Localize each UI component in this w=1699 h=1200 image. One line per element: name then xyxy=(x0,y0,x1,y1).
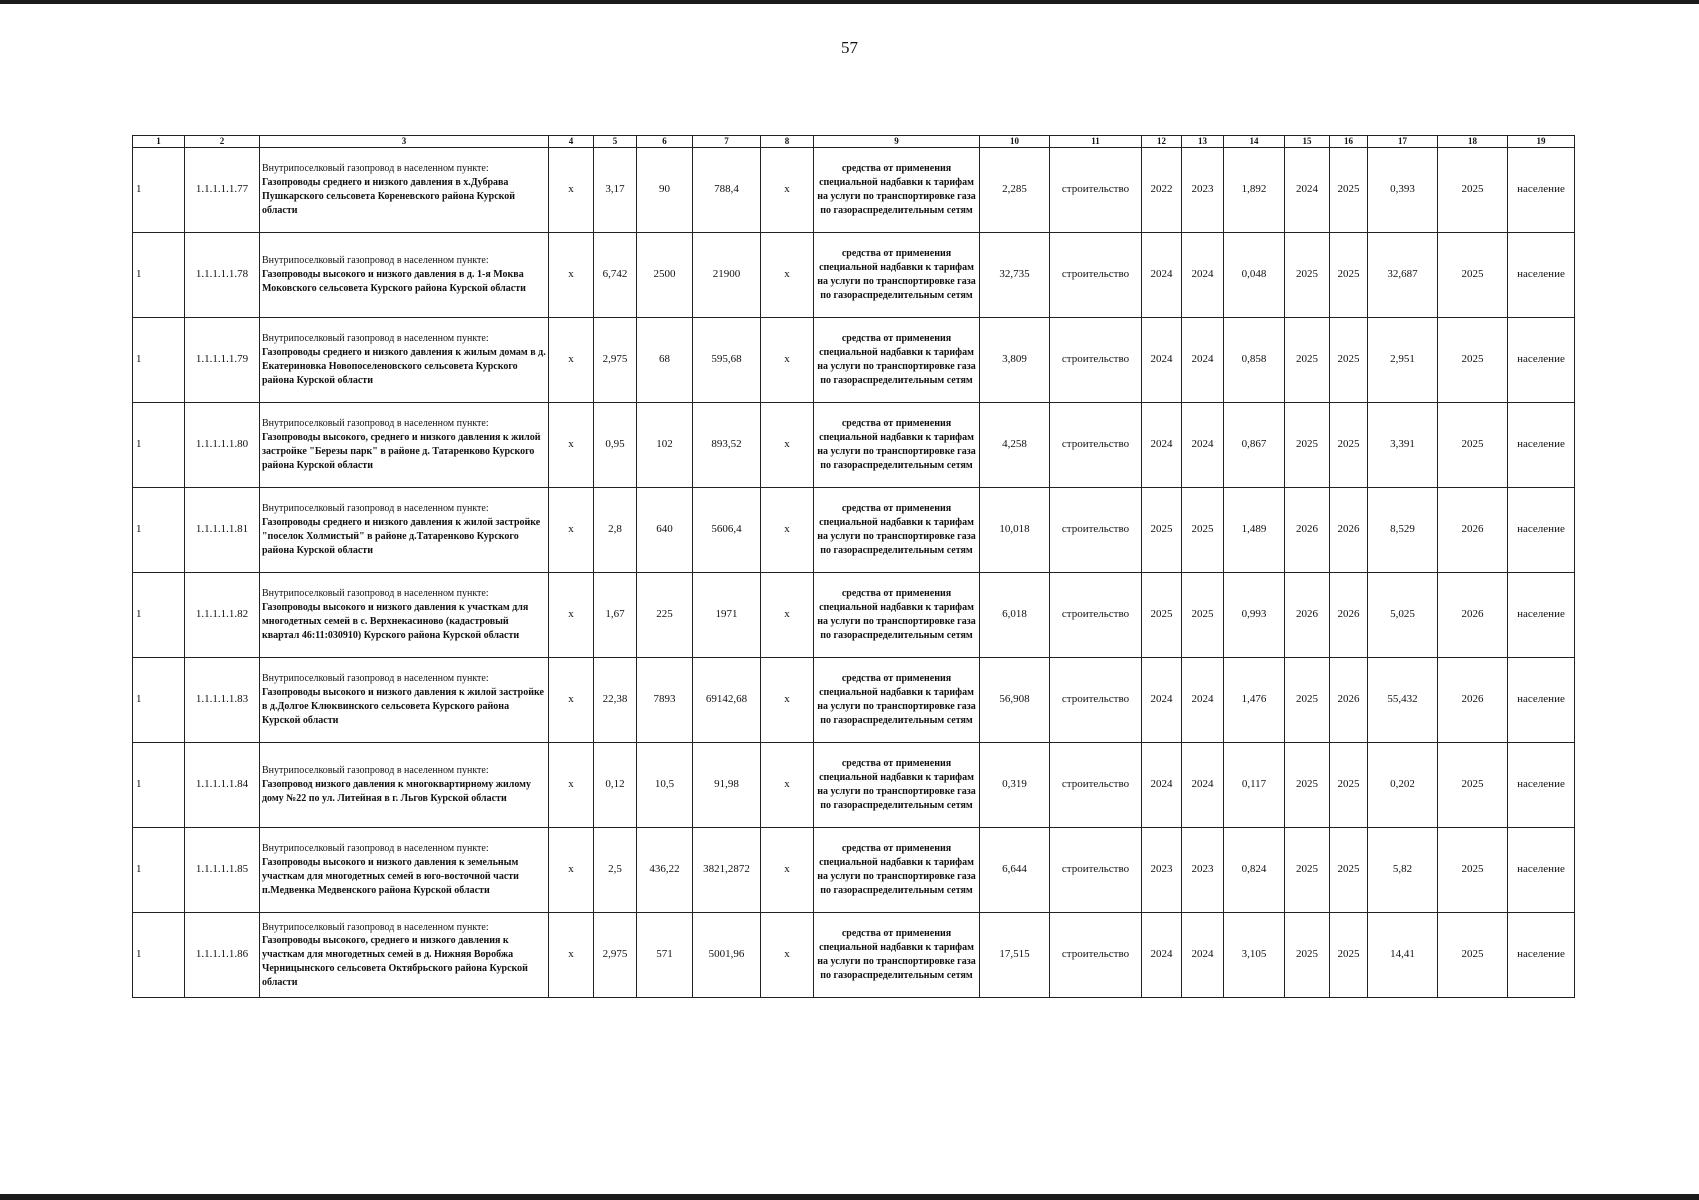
page-number: 57 xyxy=(841,38,858,57)
column-number-10: 10 xyxy=(980,136,1050,148)
row-index: 1 xyxy=(133,573,185,658)
build-start-year: 2025 xyxy=(1285,913,1330,998)
table-row xyxy=(133,403,1575,488)
cell-col-8: x xyxy=(761,573,814,658)
design-end-year: 2024 xyxy=(1182,913,1224,998)
cost-stage-2: 5,025 xyxy=(1368,573,1438,658)
design-end-year: 2023 xyxy=(1182,828,1224,913)
description-body: Газопроводы высокого и низкого давления к земельным участкам для многодетных семей в юго-восточной части п.Медвенка Медвенского района Курской области xyxy=(262,857,519,896)
cost-stage-1: 0,858 xyxy=(1224,318,1285,403)
design-end-year: 2025 xyxy=(1182,573,1224,658)
project-description xyxy=(260,828,549,913)
table-row xyxy=(133,488,1575,573)
funding-source: средства от применения специальной надбавки к тарифам на услуги по транспортировке газа по газораспределительным сетям xyxy=(814,828,980,913)
total-cost: 3,809 xyxy=(980,318,1050,403)
funding-source: средства от применения специальной надбавки к тарифам на услуги по транспортировке газа по газораспределительным сетям xyxy=(814,743,980,828)
cell-col-8: x xyxy=(761,913,814,998)
cost-stage-2: 32,687 xyxy=(1368,233,1438,318)
commissioning-year: 2025 xyxy=(1438,743,1508,828)
total-cost: 4,258 xyxy=(980,403,1050,488)
scan-edge-bottom xyxy=(0,1194,1699,1200)
start-year: 2024 xyxy=(1142,743,1182,828)
pipeline-length: 2,8 xyxy=(594,488,637,573)
row-index: 1 xyxy=(133,233,185,318)
description-body: Газопроводы среднего и низкого давления в х.Дубрава Пушкарского сельсовета Кореневского района Курской области xyxy=(262,177,516,216)
work-type: строительство xyxy=(1050,743,1142,828)
total-cost: 10,018 xyxy=(980,488,1050,573)
work-type: строительство xyxy=(1050,318,1142,403)
project-code: 1.1.1.1.1.79 xyxy=(185,318,260,403)
work-type: строительство xyxy=(1050,913,1142,998)
project-code: 1.1.1.1.1.85 xyxy=(185,828,260,913)
design-end-year: 2024 xyxy=(1182,743,1224,828)
cell-col-4: x xyxy=(549,148,594,233)
column-number-11: 11 xyxy=(1050,136,1142,148)
cell-col-8: x xyxy=(761,148,814,233)
pipeline-length: 6,742 xyxy=(594,233,637,318)
column-number-5: 5 xyxy=(594,136,637,148)
cell-col-6: 436,22 xyxy=(637,828,693,913)
cell-col-7: 21900 xyxy=(693,233,761,318)
build-start-year: 2025 xyxy=(1285,318,1330,403)
total-cost: 56,908 xyxy=(980,658,1050,743)
cell-col-6: 68 xyxy=(637,318,693,403)
column-number-9: 9 xyxy=(814,136,980,148)
cell-col-7: 5606,4 xyxy=(693,488,761,573)
cell-col-8: x xyxy=(761,488,814,573)
start-year: 2024 xyxy=(1142,913,1182,998)
cost-stage-1: 3,105 xyxy=(1224,913,1285,998)
cell-col-4: x xyxy=(549,828,594,913)
funding-source: средства от применения специальной надбавки к тарифам на услуги по транспортировке газа по газораспределительным сетям xyxy=(814,573,980,658)
cost-stage-1: 1,476 xyxy=(1224,658,1285,743)
description-prefix: Внутрипоселковый газопровод в населенном пункте: xyxy=(262,163,489,175)
build-end-year: 2026 xyxy=(1330,573,1368,658)
description-prefix: Внутрипоселковый газопровод в населенном пункте: xyxy=(262,418,489,430)
cell-col-6: 90 xyxy=(637,148,693,233)
cell-col-6: 640 xyxy=(637,488,693,573)
build-end-year: 2025 xyxy=(1330,148,1368,233)
start-year: 2022 xyxy=(1142,148,1182,233)
cell-col-7: 595,68 xyxy=(693,318,761,403)
column-number-3: 3 xyxy=(260,136,549,148)
description-body: Газопроводы высокого, среднего и низкого давления к жилой застройке "Березы парк" в районе д. Татаренково Курского района Курской области xyxy=(262,432,541,471)
cell-col-4: x xyxy=(549,233,594,318)
cell-col-8: x xyxy=(761,743,814,828)
row-index: 1 xyxy=(133,828,185,913)
description-prefix: Внутрипоселковый газопровод в населенном пункте: xyxy=(262,503,489,515)
row-index: 1 xyxy=(133,913,185,998)
table-row xyxy=(133,318,1575,403)
description-body: Газопроводы высокого и низкого давления к жилой застройке в д.Долгое Клюквинского сельсовета Курского района Курской области xyxy=(262,687,544,726)
project-description xyxy=(260,233,549,318)
funding-source: средства от применения специальной надбавки к тарифам на услуги по транспортировке газа по газораспределительным сетям xyxy=(814,658,980,743)
consumer-category: население xyxy=(1508,828,1575,913)
project-code: 1.1.1.1.1.82 xyxy=(185,573,260,658)
project-description xyxy=(260,573,549,658)
cell-col-4: x xyxy=(549,913,594,998)
total-cost: 6,644 xyxy=(980,828,1050,913)
total-cost: 32,735 xyxy=(980,233,1050,318)
work-type: строительство xyxy=(1050,403,1142,488)
build-start-year: 2026 xyxy=(1285,573,1330,658)
commissioning-year: 2026 xyxy=(1438,488,1508,573)
build-start-year: 2025 xyxy=(1285,403,1330,488)
commissioning-year: 2025 xyxy=(1438,828,1508,913)
total-cost: 6,018 xyxy=(980,573,1050,658)
build-end-year: 2025 xyxy=(1330,318,1368,403)
start-year: 2023 xyxy=(1142,828,1182,913)
commissioning-year: 2025 xyxy=(1438,148,1508,233)
cost-stage-1: 0,867 xyxy=(1224,403,1285,488)
pipeline-length: 3,17 xyxy=(594,148,637,233)
column-number-15: 15 xyxy=(1285,136,1330,148)
cost-stage-2: 5,82 xyxy=(1368,828,1438,913)
table-row xyxy=(133,743,1575,828)
description-body: Газопроводы высокого и низкого давления в д. 1-я Моква Моковского сельсовета Курского района Курской области xyxy=(262,269,526,294)
project-code: 1.1.1.1.1.77 xyxy=(185,148,260,233)
cell-col-6: 7893 xyxy=(637,658,693,743)
table-row xyxy=(133,828,1575,913)
column-number-14: 14 xyxy=(1224,136,1285,148)
work-type: строительство xyxy=(1050,828,1142,913)
design-end-year: 2024 xyxy=(1182,318,1224,403)
table-row xyxy=(133,913,1575,998)
cost-stage-2: 8,529 xyxy=(1368,488,1438,573)
cell-col-4: x xyxy=(549,658,594,743)
cost-stage-1: 0,048 xyxy=(1224,233,1285,318)
column-number-7: 7 xyxy=(693,136,761,148)
project-code: 1.1.1.1.1.80 xyxy=(185,403,260,488)
pipeline-length: 2,5 xyxy=(594,828,637,913)
funding-source: средства от применения специальной надбавки к тарифам на услуги по транспортировке газа по газораспределительным сетям xyxy=(814,913,980,998)
build-end-year: 2026 xyxy=(1330,488,1368,573)
pipeline-length: 0,95 xyxy=(594,403,637,488)
table-row xyxy=(133,573,1575,658)
total-cost: 2,285 xyxy=(980,148,1050,233)
commissioning-year: 2025 xyxy=(1438,403,1508,488)
cost-stage-2: 0,393 xyxy=(1368,148,1438,233)
cell-col-4: x xyxy=(549,743,594,828)
work-type: строительство xyxy=(1050,658,1142,743)
funding-source: средства от применения специальной надбавки к тарифам на услуги по транспортировке газа по газораспределительным сетям xyxy=(814,148,980,233)
consumer-category: население xyxy=(1508,233,1575,318)
column-number-12: 12 xyxy=(1142,136,1182,148)
description-body: Газопроводы высокого, среднего и низкого давления к участкам для многодетных семей в д. Нижняя Воробжа Черницынского сельсовета Октябрьского района Курской области xyxy=(262,935,528,988)
table-row xyxy=(133,658,1575,743)
cost-stage-2: 14,41 xyxy=(1368,913,1438,998)
start-year: 2024 xyxy=(1142,658,1182,743)
cell-col-6: 10,5 xyxy=(637,743,693,828)
cost-stage-1: 1,489 xyxy=(1224,488,1285,573)
total-cost: 0,319 xyxy=(980,743,1050,828)
pipeline-length: 2,975 xyxy=(594,318,637,403)
build-end-year: 2025 xyxy=(1330,913,1368,998)
cell-col-7: 3821,2872 xyxy=(693,828,761,913)
cost-stage-2: 3,391 xyxy=(1368,403,1438,488)
consumer-category: население xyxy=(1508,403,1575,488)
column-number-13: 13 xyxy=(1182,136,1224,148)
commissioning-year: 2025 xyxy=(1438,913,1508,998)
design-end-year: 2024 xyxy=(1182,658,1224,743)
start-year: 2024 xyxy=(1142,403,1182,488)
consumer-category: население xyxy=(1508,488,1575,573)
cost-stage-2: 55,432 xyxy=(1368,658,1438,743)
cost-stage-1: 0,117 xyxy=(1224,743,1285,828)
start-year: 2024 xyxy=(1142,318,1182,403)
project-description xyxy=(260,743,549,828)
funding-source: средства от применения специальной надбавки к тарифам на услуги по транспортировке газа по газораспределительным сетям xyxy=(814,318,980,403)
total-cost: 17,515 xyxy=(980,913,1050,998)
cost-stage-1: 0,993 xyxy=(1224,573,1285,658)
cell-col-4: x xyxy=(549,403,594,488)
consumer-category: население xyxy=(1508,318,1575,403)
table-body xyxy=(133,136,1575,998)
project-description xyxy=(260,148,549,233)
cell-col-6: 225 xyxy=(637,573,693,658)
column-number-8: 8 xyxy=(761,136,814,148)
start-year: 2025 xyxy=(1142,488,1182,573)
work-type: строительство xyxy=(1050,233,1142,318)
project-description xyxy=(260,658,549,743)
column-number-2: 2 xyxy=(185,136,260,148)
funding-source: средства от применения специальной надбавки к тарифам на услуги по транспортировке газа по газораспределительным сетям xyxy=(814,488,980,573)
commissioning-year: 2025 xyxy=(1438,233,1508,318)
project-description xyxy=(260,403,549,488)
design-end-year: 2025 xyxy=(1182,488,1224,573)
cell-col-6: 102 xyxy=(637,403,693,488)
build-start-year: 2024 xyxy=(1285,148,1330,233)
description-prefix: Внутрипоселковый газопровод в населенном пункте: xyxy=(262,673,489,685)
consumer-category: население xyxy=(1508,913,1575,998)
scan-edge-top xyxy=(0,0,1699,4)
build-end-year: 2026 xyxy=(1330,658,1368,743)
project-code: 1.1.1.1.1.81 xyxy=(185,488,260,573)
description-body: Газопроводы среднего и низкого давления к жилым домам в д. Екатериновка Новопоселеновского сельсовета Курского района Курской области xyxy=(262,347,546,386)
project-code: 1.1.1.1.1.83 xyxy=(185,658,260,743)
work-type: строительство xyxy=(1050,573,1142,658)
description-body: Газопроводы среднего и низкого давления к жилой застройке "поселок Холмистый" в районе д.Татаренково Курского района Курской области xyxy=(262,517,541,556)
design-end-year: 2024 xyxy=(1182,403,1224,488)
consumer-category: население xyxy=(1508,743,1575,828)
build-start-year: 2026 xyxy=(1285,488,1330,573)
cell-col-7: 788,4 xyxy=(693,148,761,233)
funding-source: средства от применения специальной надбавки к тарифам на услуги по транспортировке газа по газораспределительным сетям xyxy=(814,233,980,318)
start-year: 2024 xyxy=(1142,233,1182,318)
description-prefix: Внутрипоселковый газопровод в населенном пункте: xyxy=(262,333,489,345)
description-prefix: Внутрипоселковый газопровод в населенном пункте: xyxy=(262,255,489,267)
pipeline-length: 1,67 xyxy=(594,573,637,658)
table-row xyxy=(133,233,1575,318)
cell-col-4: x xyxy=(549,488,594,573)
build-end-year: 2025 xyxy=(1330,743,1368,828)
pipeline-length: 0,12 xyxy=(594,743,637,828)
cell-col-6: 2500 xyxy=(637,233,693,318)
column-number-row xyxy=(133,136,1575,148)
column-number-4: 4 xyxy=(549,136,594,148)
project-description xyxy=(260,913,549,998)
column-number-1: 1 xyxy=(133,136,185,148)
start-year: 2025 xyxy=(1142,573,1182,658)
consumer-category: население xyxy=(1508,658,1575,743)
project-code: 1.1.1.1.1.78 xyxy=(185,233,260,318)
row-index: 1 xyxy=(133,318,185,403)
cell-col-8: x xyxy=(761,233,814,318)
cell-col-7: 893,52 xyxy=(693,403,761,488)
table-row xyxy=(133,148,1575,233)
description-body: Газопроводы высокого и низкого давления к участкам для многодетных семей в с. Верхнекасиново (кадастровый квартал 46:11:030910) Курского района Курской области xyxy=(262,602,529,641)
cell-col-6: 571 xyxy=(637,913,693,998)
funding-source: средства от применения специальной надбавки к тарифам на услуги по транспортировке газа по газораспределительным сетям xyxy=(814,403,980,488)
cell-col-8: x xyxy=(761,318,814,403)
cell-col-7: 5001,96 xyxy=(693,913,761,998)
cell-col-8: x xyxy=(761,828,814,913)
description-body: Газопровод низкого давления к многоквартирному жилому дому №22 по ул. Литейная в г. Льгов Курской области xyxy=(262,779,531,804)
commissioning-year: 2026 xyxy=(1438,658,1508,743)
cell-col-8: x xyxy=(761,658,814,743)
project-description xyxy=(260,318,549,403)
cell-col-4: x xyxy=(549,318,594,403)
pipeline-length: 22,38 xyxy=(594,658,637,743)
row-index: 1 xyxy=(133,403,185,488)
commissioning-year: 2025 xyxy=(1438,318,1508,403)
project-code: 1.1.1.1.1.86 xyxy=(185,913,260,998)
project-description xyxy=(260,488,549,573)
description-prefix: Внутрипоселковый газопровод в населенном пункте: xyxy=(262,588,489,600)
project-code: 1.1.1.1.1.84 xyxy=(185,743,260,828)
column-number-19: 19 xyxy=(1508,136,1575,148)
description-prefix: Внутрипоселковый газопровод в населенном пункте: xyxy=(262,765,489,777)
build-start-year: 2025 xyxy=(1285,233,1330,318)
cost-stage-1: 1,892 xyxy=(1224,148,1285,233)
column-number-6: 6 xyxy=(637,136,693,148)
cost-stage-2: 0,202 xyxy=(1368,743,1438,828)
build-end-year: 2025 xyxy=(1330,403,1368,488)
consumer-category: население xyxy=(1508,148,1575,233)
row-index: 1 xyxy=(133,658,185,743)
cell-col-8: x xyxy=(761,403,814,488)
design-end-year: 2024 xyxy=(1182,233,1224,318)
cell-col-7: 91,98 xyxy=(693,743,761,828)
row-index: 1 xyxy=(133,148,185,233)
column-number-17: 17 xyxy=(1368,136,1438,148)
investment-program-table xyxy=(132,135,1575,998)
build-end-year: 2025 xyxy=(1330,828,1368,913)
build-start-year: 2025 xyxy=(1285,658,1330,743)
cell-col-7: 69142,68 xyxy=(693,658,761,743)
cell-col-4: x xyxy=(549,573,594,658)
column-number-16: 16 xyxy=(1330,136,1368,148)
cost-stage-1: 0,824 xyxy=(1224,828,1285,913)
commissioning-year: 2026 xyxy=(1438,573,1508,658)
work-type: строительство xyxy=(1050,148,1142,233)
pipeline-length: 2,975 xyxy=(594,913,637,998)
build-end-year: 2025 xyxy=(1330,233,1368,318)
work-type: строительство xyxy=(1050,488,1142,573)
cell-col-7: 1971 xyxy=(693,573,761,658)
description-prefix: Внутрипоселковый газопровод в населенном пункте: xyxy=(262,921,489,933)
cost-stage-2: 2,951 xyxy=(1368,318,1438,403)
consumer-category: население xyxy=(1508,573,1575,658)
build-start-year: 2025 xyxy=(1285,828,1330,913)
description-prefix: Внутрипоселковый газопровод в населенном пункте: xyxy=(262,843,489,855)
design-end-year: 2023 xyxy=(1182,148,1224,233)
build-start-year: 2025 xyxy=(1285,743,1330,828)
row-index: 1 xyxy=(133,743,185,828)
column-number-18: 18 xyxy=(1438,136,1508,148)
row-index: 1 xyxy=(133,488,185,573)
